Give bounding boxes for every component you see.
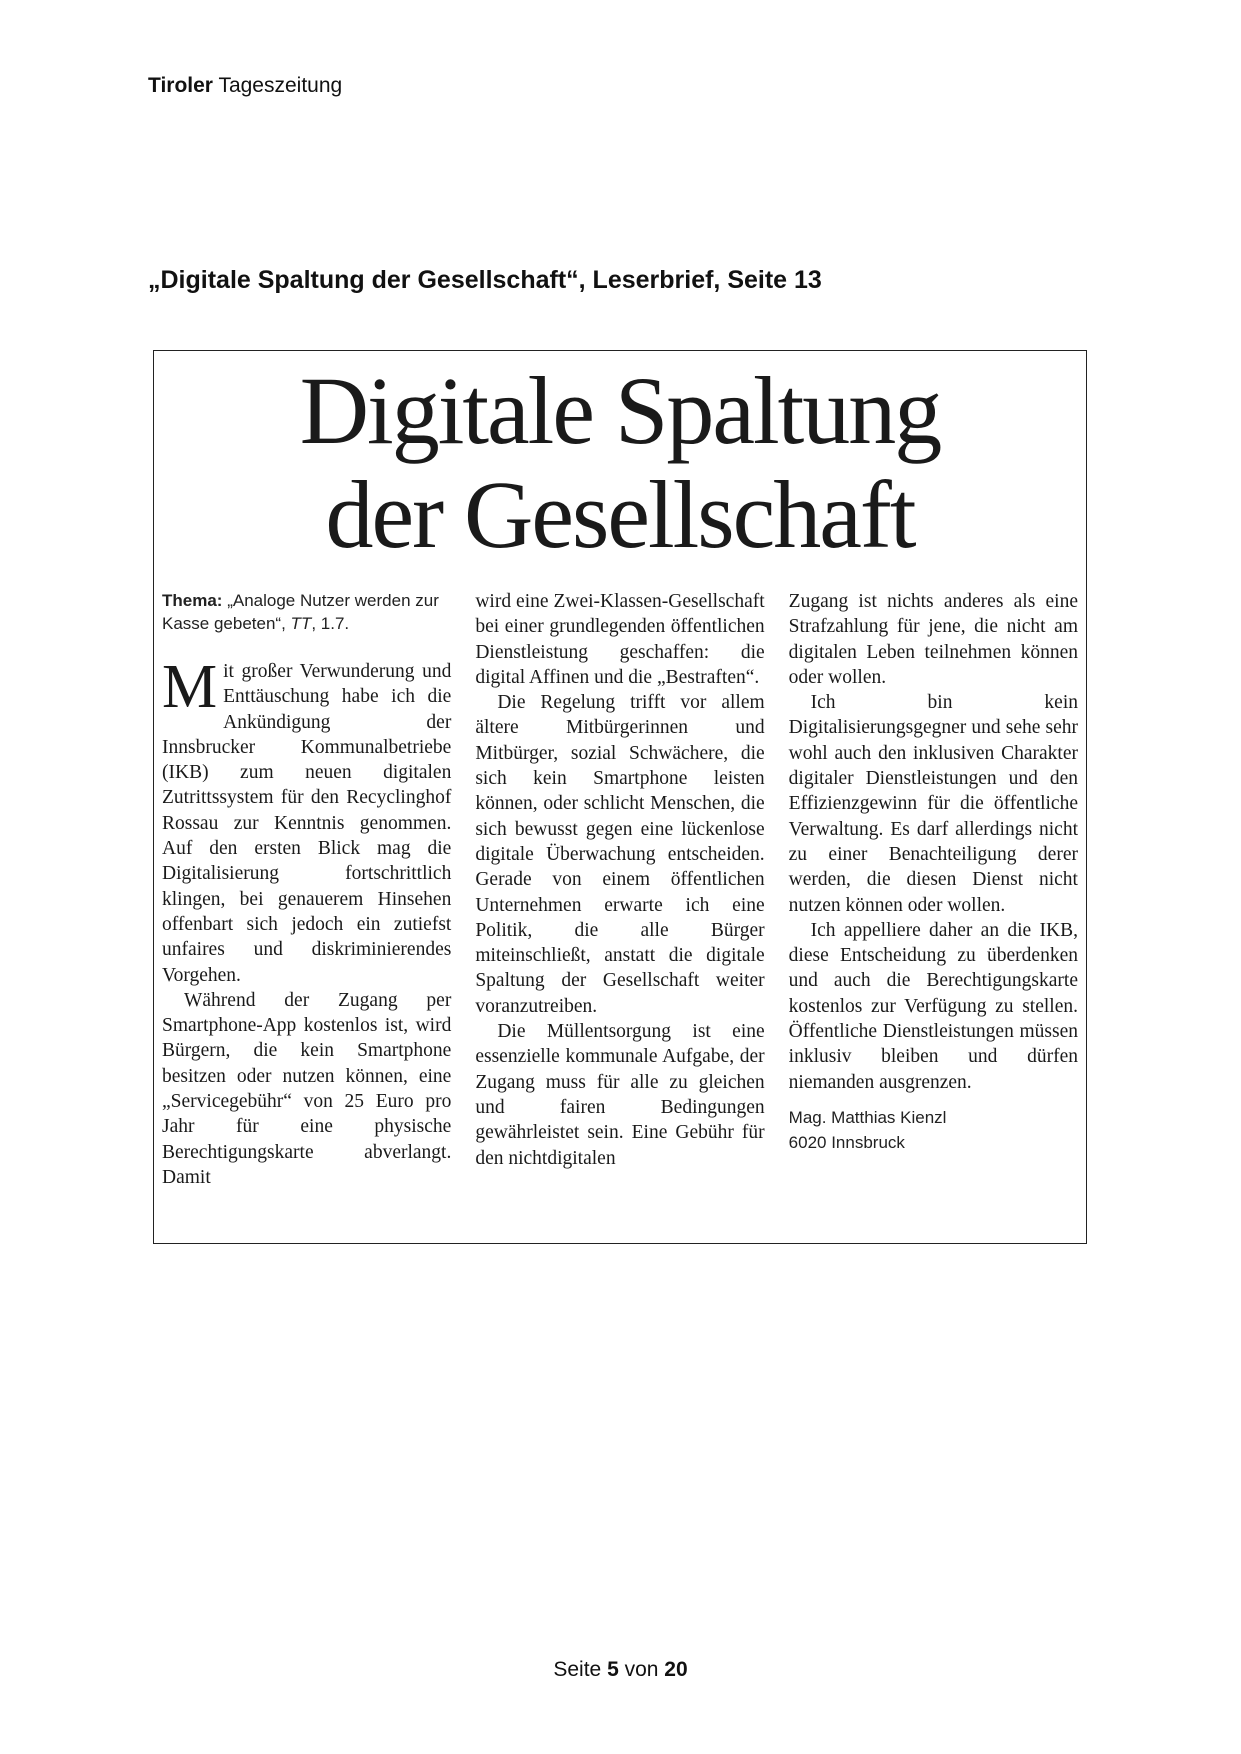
brand-regular: Tageszeitung (218, 74, 343, 97)
footer-prefix: Seite (553, 1658, 602, 1681)
current-page: 5 (607, 1658, 619, 1681)
author-name: Mag. Matthias Kienzl (788, 1107, 947, 1127)
paragraph: wird eine Zwei-Klassen-Gesellschaft bei einer grundlegenden öffentlichen Dienstleistung geschaffen: die digital Affinen und die „Bestraften“. (475, 591, 765, 688)
publication-header (148, 74, 342, 98)
brand-bold: Tiroler (148, 74, 213, 97)
paragraph: Zugang ist nichts anderes als eine Strafzahlung für jene, die nicht am digitalen Leben teilnehmen können oder wollen. (788, 591, 1078, 688)
paragraph: Ich appelliere daher an die IKB, diese Entscheidung zu überdenken und auch die Berechtigungskarte kostenlos zur Verfügung zu stellen. Öffentliche Dienstleistungen müssen inklusiv bleiben und dürfen niemanden ausgrenzen. (788, 919, 1078, 1093)
paragraph: Ich bin kein Digitalisierungsgegner und sehe sehr wohl auch den inklusiven Charakter digitaler Dienstleistungen und den Effizienzgewinn für die öffentliche Verwaltung. Es darf allerdings nicht zu einer Benachteiligung derer werden, die diesen Dienst nicht nutzen können oder wollen. (788, 692, 1078, 916)
thema-source: TT (290, 614, 312, 633)
drop-cap: M (162, 653, 218, 721)
article-columns (162, 589, 1078, 1190)
total-pages: 20 (664, 1658, 688, 1681)
thema-reference (162, 589, 451, 635)
column-2 (475, 589, 764, 1190)
document-title: „Digitale Spaltung der Gesellschaft“, Leserbrief, Seite 13 (148, 266, 822, 294)
article-headline (154, 359, 1086, 567)
column-1 (162, 589, 451, 1190)
page-footer (0, 1658, 1241, 1682)
thema-label: Thema: (162, 591, 223, 610)
author-signature (789, 1105, 1078, 1155)
headline-line-1: Digitale Spaltung (299, 357, 941, 464)
thema-text: „Analoge Nutzer werden zur Kasse gebeten“, (162, 591, 439, 633)
paragraph: Während der Zugang per Smartphone-App kostenlos ist, wird Bürgern, die kein Smartphone besitzen oder nutzen können, eine „Servicegebühr“ von 25 Euro pro Jahr für eine physische Berechtigungskarte abverlangt. Damit (162, 989, 452, 1188)
paragraph: Die Müllentsorgung ist eine essenzielle kommunale Aufgabe, der Zugang muss für alle zu gleichen und fairen Bedingungen gewährleistet sein. Eine Gebühr für den nichtdigitalen (475, 1021, 765, 1169)
paragraph: Die Regelung trifft vor allem ältere Mitbürgerinnen und Mitbürger, sozial Schwächere, die sich kein Smartphone leisten können, oder schlicht Menschen, die sich bewusst gegen eine lückenlose digitale Überwachung entscheiden. Gerade von einem öffentlichen Unternehmen erwarte ich eine Politik, die alle Bürger miteinschließt, anstatt die digitale Spaltung der Gesellschaft weiter voranzutreiben. (475, 692, 765, 1017)
column-3 (789, 589, 1078, 1190)
footer-mid: von (624, 1658, 659, 1681)
author-location: 6020 Innsbruck (788, 1132, 905, 1152)
paragraph: Mit großer Verwunderung und Enttäuschung habe ich die Ankündigung der Innsbrucker Kommunalbetriebe (IKB) zum neuen digitalen Zutrittssystem für den Recyclinghof Rossau zur Kenntnis genommen. Auf den ersten Blick mag die Digitalisierung fortschrittlich klingen, bei genauerem Hinsehen offenbart sich jedoch ein zutiefst unfaires und diskriminierendes Vorgehen. (162, 653, 452, 986)
thema-date: , 1.7. (311, 614, 350, 633)
headline-line-2: der Gesellschaft (325, 461, 915, 568)
newspaper-clipping (153, 350, 1087, 1244)
